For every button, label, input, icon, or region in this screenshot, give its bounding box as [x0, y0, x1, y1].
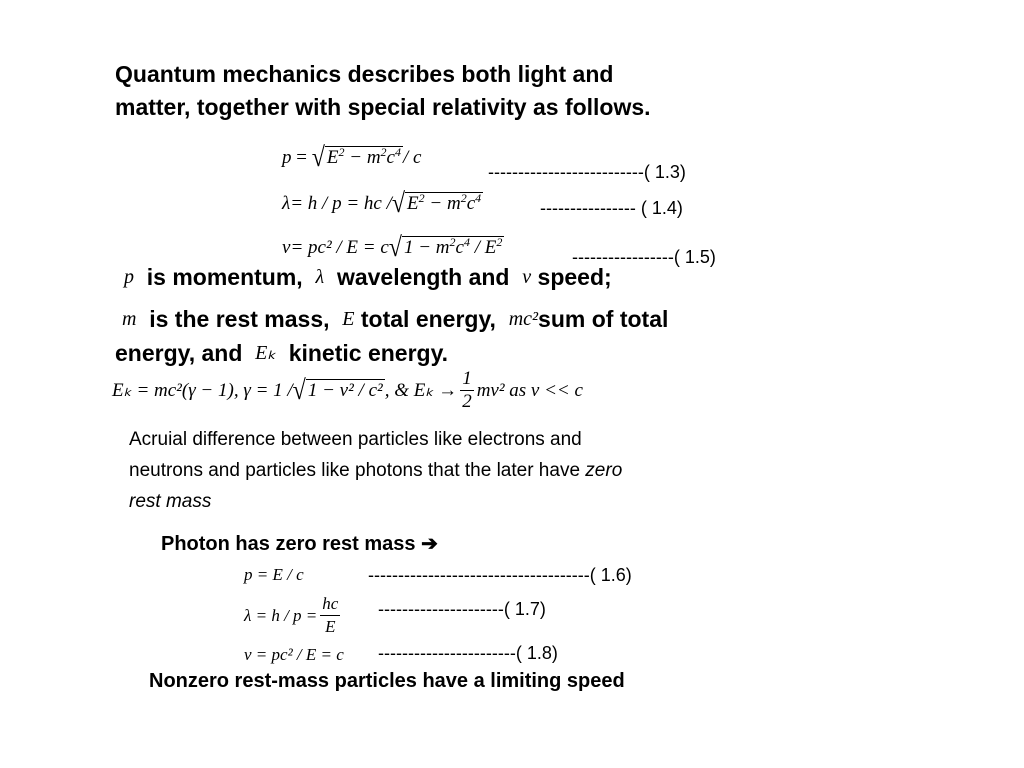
photon-heading	[161, 531, 438, 556]
kinetic-part-1: Eₖ = mc²(γ − 1), γ = 1 /	[112, 380, 293, 401]
eq15-root: √ $1 - m^2c^4 / E^2$	[388, 233, 503, 263]
eq13-label: --------------------------( 1.3)	[488, 162, 686, 182]
eq17-denominator: E	[325, 617, 336, 636]
equation-1-4	[282, 189, 483, 219]
rest-mass-emphasis: rest mass	[129, 491, 212, 512]
v-definition: speed;	[537, 264, 612, 290]
heading-line-2: matter, together with special relativity as follows.	[115, 94, 651, 120]
m-symbol: m	[122, 308, 137, 330]
energy-text: energy, and	[115, 340, 243, 366]
eq17-lhs: λ = h / p =	[244, 605, 318, 625]
paragraph-line-3	[129, 486, 622, 517]
definition-line-1	[124, 262, 612, 292]
fraction-numerator: 1	[462, 368, 472, 389]
kinetic-part-2: , & Eₖ →	[384, 380, 458, 401]
eq17-label: ---------------------( 1.7)	[378, 599, 546, 619]
eq13-lhs: p	[282, 147, 292, 168]
eq16-label: -------------------------------------( 1.6)	[368, 565, 632, 585]
v-symbol: v	[522, 266, 532, 288]
heading	[115, 58, 651, 124]
half-fraction	[460, 368, 474, 413]
kinetic-part-3: mv² as v << c	[476, 379, 583, 401]
kinetic-root: √ 1 − v² / c²	[292, 375, 383, 406]
E-symbol: E	[342, 308, 355, 330]
eq14-label: ---------------- ( 1.4)	[540, 198, 683, 218]
p-definition: is momentum,	[146, 264, 303, 290]
lambda-definition: wavelength and	[336, 264, 510, 290]
eq15-lhs: v	[282, 237, 291, 258]
equation-1-3: p = √ $E^2 - m^2c^4$ / c	[282, 143, 422, 173]
Ek-definition: kinetic energy.	[288, 340, 449, 366]
heading-line-1: Quantum mechanics describes both light and	[115, 61, 614, 87]
paragraph-line-2-text: neutrons and particles like photons that the later have	[129, 460, 586, 481]
fraction-denominator: 2	[462, 391, 472, 412]
equation-1-5	[282, 233, 504, 263]
eq14-lhs: λ	[282, 193, 291, 214]
kinetic-energy-equation	[112, 368, 583, 413]
photon-heading-text: Photon has zero rest mass	[161, 533, 416, 555]
eq14-mid: = h / p = hc /	[290, 193, 392, 214]
kinetic-root-body: 1 − v² / c²	[307, 379, 383, 401]
eq17-numerator: hc	[320, 593, 340, 616]
zero-emphasis: zero	[585, 460, 623, 481]
equation-1-7	[244, 593, 343, 638]
equation-1-6: p = E / c	[244, 565, 304, 584]
eq18-label: -----------------------( 1.8)	[378, 643, 558, 663]
eq14-root: √ $E^2 - m^2c^4$	[391, 189, 482, 219]
eq13-rhs-tail: / c	[402, 147, 422, 168]
paragraph-line-1: Acruial difference between particles like electrons and	[129, 429, 582, 450]
Ek-symbol: Eₖ	[255, 342, 276, 364]
paragraph	[129, 424, 622, 517]
eq17-fraction	[320, 593, 340, 638]
eq15-mid: = pc² / E = c	[290, 237, 389, 258]
eq13-root: √ $E^2 - m^2c^4$	[311, 143, 401, 173]
arrow-right-icon: ➔	[421, 533, 438, 555]
mc2-definition: sum of total	[538, 306, 669, 332]
paragraph-line-2	[129, 455, 622, 486]
footer-text: Nonzero rest-mass particles have a limiting speed	[149, 670, 625, 692]
definition-line-2	[122, 304, 668, 334]
p-symbol: p	[124, 266, 134, 288]
E-definition: total energy,	[360, 306, 496, 332]
m-definition: is the rest mass,	[149, 306, 330, 332]
definition-line-3	[115, 338, 448, 368]
equation-1-8: v = pc² / E = c	[244, 645, 344, 664]
lambda-symbol: λ	[315, 266, 325, 288]
eq15-label: -----------------( 1.5)	[572, 247, 716, 267]
mc2-symbol: mc²	[508, 308, 539, 330]
